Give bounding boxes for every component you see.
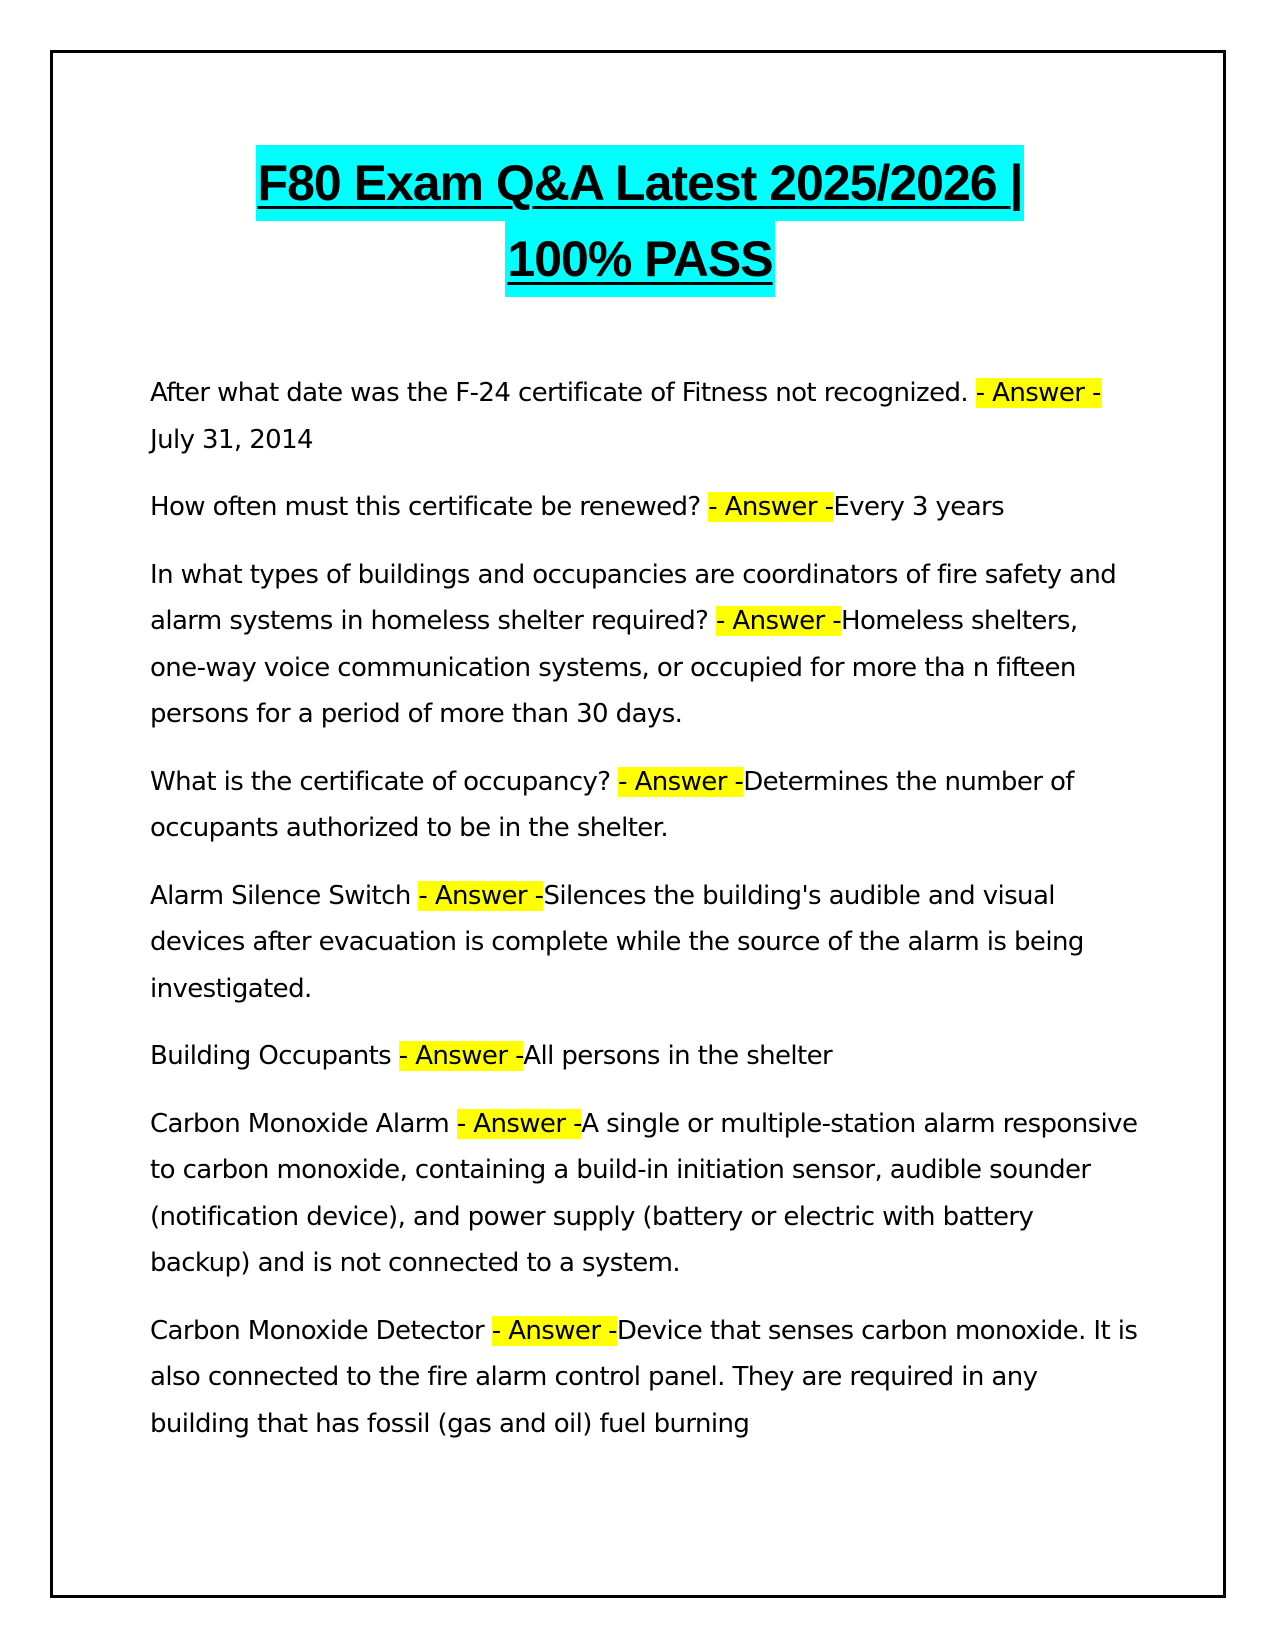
answer-text: Every 3 years xyxy=(833,492,1005,522)
question-text: What is the certificate of occupancy? xyxy=(150,766,619,797)
answer-text: Device that senses carbon monoxide. It is also connected to the fire alarm control panel. They are required in any building that has fossil (gas and oil) fuel burning xyxy=(150,1315,1138,1439)
answer-text: July 31, 2014 xyxy=(150,424,314,455)
qa-list xyxy=(150,370,1140,1468)
question-text: In what types of buildings and occupancies are coordinators of fire safety and alarm systems in homeless shelter required? xyxy=(150,559,1117,636)
answer-text: All persons in the shelter xyxy=(523,1041,833,1071)
answer-text: Determines the number of occupants authorized to be in the shelter. xyxy=(150,766,1074,843)
answer-marker: - Answer - xyxy=(715,606,842,636)
question-text: How often must this certificate be renewed? xyxy=(150,492,709,522)
qa-item xyxy=(150,1033,1140,1080)
qa-item xyxy=(150,370,1140,463)
qa-item xyxy=(150,1308,1140,1448)
question-text: Carbon Monoxide Detector xyxy=(150,1315,492,1346)
answer-marker: - Answer - xyxy=(618,766,744,797)
document-title xyxy=(90,145,1190,297)
qa-item xyxy=(150,873,1140,1013)
qa-item xyxy=(150,484,1140,531)
question-text: Building Occupants xyxy=(150,1041,399,1071)
title-line-2: 100% PASS xyxy=(505,221,774,297)
qa-item xyxy=(150,552,1140,738)
question-text: Alarm Silence Switch xyxy=(150,880,419,911)
qa-item xyxy=(150,759,1140,852)
answer-text: Homeless shelters, one-way voice communication systems, or occupied for more tha n fifteen persons for a period of more than 30 days. xyxy=(150,606,1078,729)
title-line-1: F80 Exam Q&A Latest 2025/2026 | xyxy=(256,145,1025,221)
answer-marker: - Answer - xyxy=(456,1108,582,1139)
answer-marker: - Answer - xyxy=(418,880,544,911)
question-text: After what date was the F-24 certificate of Fitness not recognized. xyxy=(150,378,976,408)
answer-marker: - Answer - xyxy=(975,378,1103,408)
answer-text: Silences the building's audible and visual devices after evacuation is complete while the source of the alarm is being investigated. xyxy=(150,880,1084,1004)
question-text: Carbon Monoxide Alarm xyxy=(150,1108,457,1139)
answer-marker: - Answer - xyxy=(708,492,834,522)
answer-marker: - Answer - xyxy=(398,1041,524,1071)
answer-marker: - Answer - xyxy=(491,1315,617,1346)
qa-item xyxy=(150,1101,1140,1287)
answer-text: A single or multiple-station alarm responsive to carbon monoxide, containing a build-in initiation sensor, audible sounder (notification device), and power supply (battery or electric with battery backup) and is not connected to a system. xyxy=(150,1108,1138,1278)
